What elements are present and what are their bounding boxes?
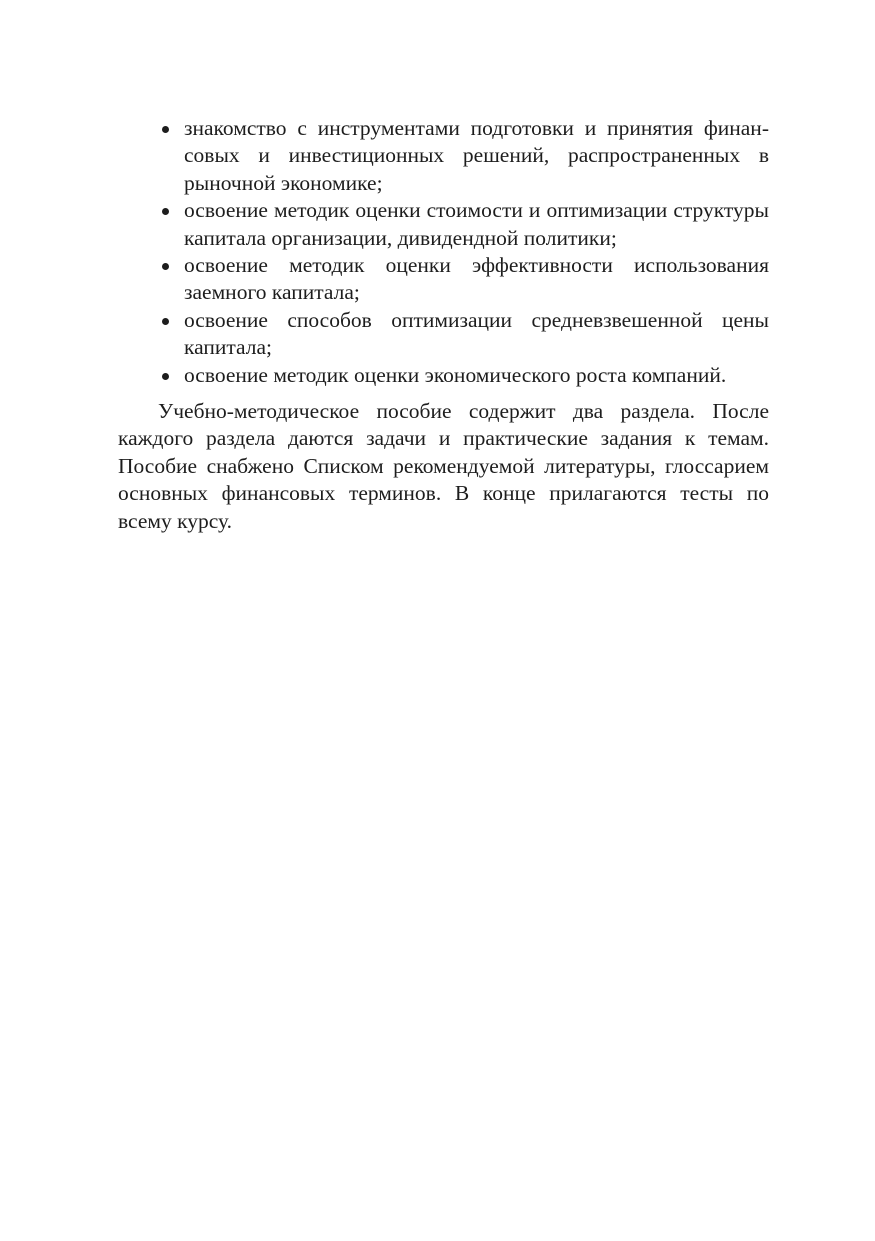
list-item-text: освоение методик оценки эффективности использования заемного капитала; bbox=[184, 253, 769, 305]
list-item-text: освоение методик оценки экономического роста компаний. bbox=[184, 362, 727, 387]
list-item bbox=[118, 197, 769, 252]
objectives-list bbox=[118, 115, 769, 389]
body-paragraph: Учебно-методическое пособие содержит два раздела. После каждого раздела даются задачи и практические задания к темам. Пособие снабжено Списком рекомендуемой литературы, глоссарием основных финансовых терминов. В конце прилагаются тесты по всему курсу. bbox=[118, 399, 769, 533]
list-item bbox=[118, 307, 769, 362]
bullet-icon bbox=[162, 208, 169, 215]
list-item bbox=[118, 252, 769, 307]
page-content bbox=[118, 115, 769, 535]
list-item-text: освоение методик оценки стоимости и оптимизации структуры капитала организации, дивидендной политики; bbox=[184, 198, 769, 250]
list-item bbox=[118, 115, 769, 197]
list-item-text: освоение способов оптимизации средневзвешенной цены капитала; bbox=[184, 307, 769, 360]
bullet-icon bbox=[162, 126, 169, 133]
list-item-text: знакомство с инструментами подготовки и принятия финансовых и инвестиционных решений, распространенных в рыночной экономике; bbox=[184, 116, 769, 195]
bullet-icon bbox=[162, 318, 169, 325]
bullet-icon bbox=[162, 373, 169, 380]
bullet-icon bbox=[162, 263, 169, 270]
list-item bbox=[118, 362, 769, 389]
